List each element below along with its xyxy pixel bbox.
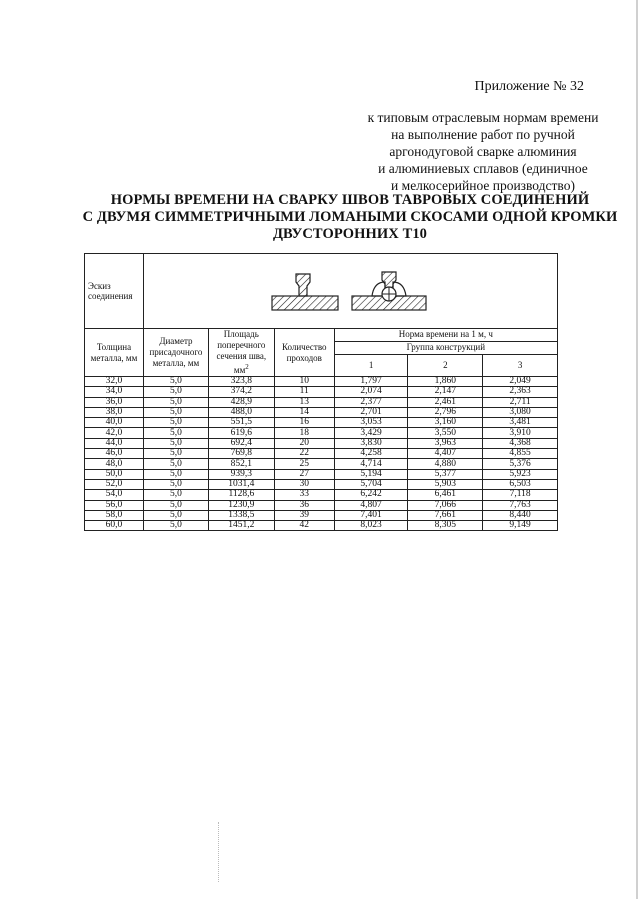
table-cell: 5,0 xyxy=(143,459,208,469)
table-cell: 5,0 xyxy=(143,500,208,510)
table-cell: 5,0 xyxy=(143,407,208,417)
table-row xyxy=(85,490,558,500)
document-title xyxy=(60,192,640,243)
table-cell: 1128,6 xyxy=(208,490,274,500)
table-row xyxy=(85,438,558,448)
table-cell: 7,661 xyxy=(408,510,483,520)
header-passes: Количество проходов xyxy=(274,329,334,377)
header-group: Группа конструкций xyxy=(334,341,557,354)
table-cell: 7,763 xyxy=(483,500,558,510)
table-cell: 5,923 xyxy=(483,469,558,479)
table-cell: 3,963 xyxy=(408,438,483,448)
header-diameter: Диаметр присадочного металла, мм xyxy=(143,329,208,377)
table-row xyxy=(85,387,558,397)
document-title-line: ДВУСТОРОННИХ Т10 xyxy=(272,226,428,242)
document-title-line: НОРМЫ ВРЕМЕНИ НА СВАРКУ ШВОВ ТАВРОВЫХ СОЕДИНЕНИЙ xyxy=(110,192,590,208)
table-cell: 3,550 xyxy=(408,428,483,438)
table-cell: 2,377 xyxy=(334,397,408,407)
table-cell: 6,242 xyxy=(334,490,408,500)
scan-artifact xyxy=(218,822,219,882)
table-cell: 3,080 xyxy=(483,407,558,417)
table-cell: 7,118 xyxy=(483,490,558,500)
table-cell: 3,910 xyxy=(483,428,558,438)
table-cell: 7,401 xyxy=(334,510,408,520)
table-cell: 4,258 xyxy=(334,449,408,459)
table-cell: 5,0 xyxy=(143,428,208,438)
sketch-label: Эскиз соединения xyxy=(85,254,144,329)
table-cell: 5,0 xyxy=(143,397,208,407)
table-cell: 8,440 xyxy=(483,510,558,520)
appendix-line: и алюминиевых сплавов (единичное xyxy=(378,161,588,176)
table-cell: 4,368 xyxy=(483,438,558,448)
table-cell: 323,8 xyxy=(208,377,274,387)
table-cell: 33 xyxy=(274,490,334,500)
table-row xyxy=(85,500,558,510)
table-cell: 14 xyxy=(274,407,334,417)
table-row xyxy=(85,479,558,489)
table-cell: 4,714 xyxy=(334,459,408,469)
table-cell: 7,066 xyxy=(408,500,483,510)
table-cell: 5,0 xyxy=(143,521,208,531)
table-row xyxy=(85,510,558,520)
joint-sketch xyxy=(143,254,557,329)
table-cell: 2,147 xyxy=(408,387,483,397)
table-row xyxy=(85,397,558,407)
table-cell: 5,903 xyxy=(408,479,483,489)
table-cell: 39 xyxy=(274,510,334,520)
table-cell: 2,711 xyxy=(483,397,558,407)
table-cell: 2,049 xyxy=(483,377,558,387)
table-cell: 4,407 xyxy=(408,449,483,459)
table-cell: 22 xyxy=(274,449,334,459)
table-cell: 5,194 xyxy=(334,469,408,479)
table-cell: 1230,9 xyxy=(208,500,274,510)
table-cell: 551,5 xyxy=(208,418,274,428)
table-cell: 5,376 xyxy=(483,459,558,469)
table-cell: 939,3 xyxy=(208,469,274,479)
table-cell: 27 xyxy=(274,469,334,479)
table-cell: 32,0 xyxy=(85,377,144,387)
table-row xyxy=(85,521,558,531)
table-cell: 2,074 xyxy=(334,387,408,397)
header-area-text: Площадь поперечного сечения шва, мм xyxy=(216,329,267,375)
table-cell: 1338,5 xyxy=(208,510,274,520)
table-cell: 8,305 xyxy=(408,521,483,531)
table-cell: 42 xyxy=(274,521,334,531)
table-cell: 619,6 xyxy=(208,428,274,438)
table-cell: 488,0 xyxy=(208,407,274,417)
header-group-2: 2 xyxy=(408,354,483,376)
table-cell: 1031,4 xyxy=(208,479,274,489)
header-thickness: Толщина металла, мм xyxy=(85,329,144,377)
table-cell: 3,830 xyxy=(334,438,408,448)
table-cell: 38,0 xyxy=(85,407,144,417)
table-cell: 852,1 xyxy=(208,459,274,469)
table-row xyxy=(85,459,558,469)
table-cell: 48,0 xyxy=(85,459,144,469)
table-cell: 6,503 xyxy=(483,479,558,489)
table-row xyxy=(85,418,558,428)
table-cell: 5,0 xyxy=(143,449,208,459)
table-cell: 1451,2 xyxy=(208,521,274,531)
table-cell: 2,363 xyxy=(483,387,558,397)
appendix-line: аргонодуговой сварке алюминия xyxy=(389,144,577,159)
table-cell: 50,0 xyxy=(85,469,144,479)
table-cell: 18 xyxy=(274,428,334,438)
header-group-3: 3 xyxy=(483,354,558,376)
table-cell: 3,429 xyxy=(334,428,408,438)
appendix-line: на выполнение работ по ручной xyxy=(391,127,575,142)
table-cell: 46,0 xyxy=(85,449,144,459)
table-cell: 5,0 xyxy=(143,418,208,428)
header-norm: Норма времени на 1 м, ч xyxy=(334,329,557,342)
table-cell: 36,0 xyxy=(85,397,144,407)
table-cell: 1,797 xyxy=(334,377,408,387)
table-cell: 40,0 xyxy=(85,418,144,428)
table-cell: 769,8 xyxy=(208,449,274,459)
table-cell: 52,0 xyxy=(85,479,144,489)
table-cell: 2,701 xyxy=(334,407,408,417)
appendix-title: Приложение № 32 xyxy=(474,79,584,94)
table-cell: 1,860 xyxy=(408,377,483,387)
table-cell: 5,0 xyxy=(143,510,208,520)
table-cell: 16 xyxy=(274,418,334,428)
table-cell: 30 xyxy=(274,479,334,489)
table-cell: 5,0 xyxy=(143,387,208,397)
table-cell: 13 xyxy=(274,397,334,407)
table-cell: 54,0 xyxy=(85,490,144,500)
table-cell: 58,0 xyxy=(85,510,144,520)
table-cell: 44,0 xyxy=(85,438,144,448)
table-row xyxy=(85,449,558,459)
table-cell: 10 xyxy=(274,377,334,387)
table-row xyxy=(85,407,558,417)
t-joint-sketch-icon xyxy=(270,260,430,322)
table-row xyxy=(85,469,558,479)
table-cell: 56,0 xyxy=(85,500,144,510)
header-group-1: 1 xyxy=(334,354,408,376)
table-cell: 11 xyxy=(274,387,334,397)
table-cell: 4,880 xyxy=(408,459,483,469)
header-area xyxy=(208,329,274,377)
table-cell: 8,023 xyxy=(334,521,408,531)
table-body xyxy=(85,377,558,531)
table-cell: 5,0 xyxy=(143,438,208,448)
table-cell: 5,377 xyxy=(408,469,483,479)
table-cell: 2,461 xyxy=(408,397,483,407)
table-cell: 3,160 xyxy=(408,418,483,428)
table-cell: 4,807 xyxy=(334,500,408,510)
table-cell: 4,855 xyxy=(483,449,558,459)
page-edge xyxy=(636,0,638,899)
table-cell: 6,461 xyxy=(408,490,483,500)
header-area-sup: 2 xyxy=(245,363,249,371)
table-row xyxy=(85,377,558,387)
table-cell: 428,9 xyxy=(208,397,274,407)
table-cell: 25 xyxy=(274,459,334,469)
table-cell: 34,0 xyxy=(85,387,144,397)
table-cell: 42,0 xyxy=(85,428,144,438)
table-cell: 2,796 xyxy=(408,407,483,417)
table-cell: 36 xyxy=(274,500,334,510)
table-cell: 9,149 xyxy=(483,521,558,531)
table-cell: 692,4 xyxy=(208,438,274,448)
table-cell: 5,0 xyxy=(143,377,208,387)
appendix-line: и мелкосерийное производство) xyxy=(391,178,575,193)
table-cell: 5,0 xyxy=(143,479,208,489)
appendix-block xyxy=(360,78,606,194)
document-title-line: С ДВУМЯ СИММЕТРИЧНЫМИ ЛОМАНЫМИ СКОСАМИ ОДНОЙ КРОМКИ xyxy=(82,209,618,225)
appendix-line: к типовым отраслевым нормам времени xyxy=(367,110,599,125)
table-cell: 3,481 xyxy=(483,418,558,428)
table-cell: 3,053 xyxy=(334,418,408,428)
table-cell: 5,704 xyxy=(334,479,408,489)
table-cell: 5,0 xyxy=(143,490,208,500)
norms-table xyxy=(84,253,558,531)
table-cell: 20 xyxy=(274,438,334,448)
table-cell: 5,0 xyxy=(143,469,208,479)
table-cell: 374,2 xyxy=(208,387,274,397)
table-cell: 60,0 xyxy=(85,521,144,531)
table-row xyxy=(85,428,558,438)
